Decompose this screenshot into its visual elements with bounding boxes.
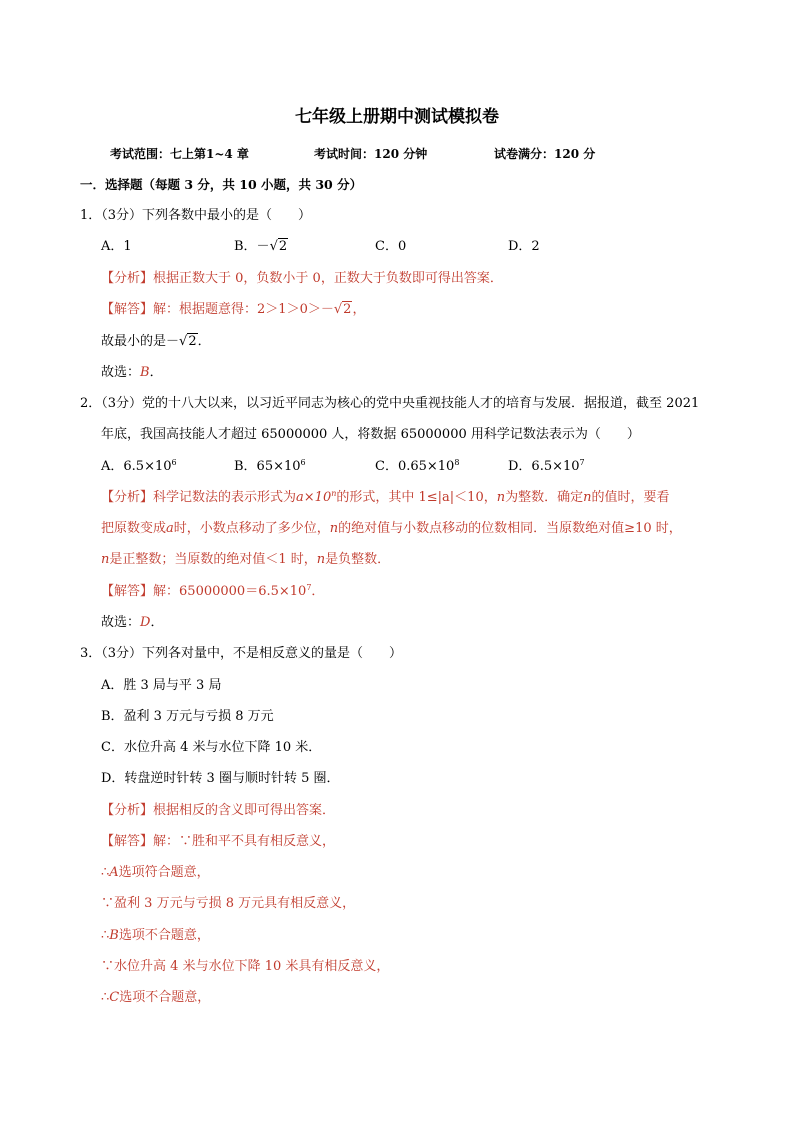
q3-analysis — [101, 802, 335, 820]
q3-option-b: B．盈利 3 万元与亏损 8 万元 — [101, 709, 274, 724]
therefore-symbol: ∴ — [101, 928, 110, 943]
q2-analysis-var: n — [101, 552, 110, 567]
q2-analysis-text: 是负整数． — [325, 552, 391, 567]
q2-option-a — [101, 458, 177, 476]
therefore-symbol: ∴ — [101, 865, 110, 880]
choose-label: 故选： — [101, 615, 141, 630]
q3-stem: 3．（3分）下列各对量中，不是相反意义的量是（ ） — [80, 646, 403, 661]
q3-line-text: 4 米与水位下降 10 米具有相反意义， — [166, 959, 390, 974]
q1-choice-letter: B — [140, 365, 150, 380]
option-letter: B — [109, 928, 119, 943]
q2-option-d — [508, 458, 585, 476]
q2-answer-value: 65000000＝6.5×10 — [179, 584, 307, 599]
q2-analysis-var: a — [166, 521, 174, 536]
q1-conclusion-end: ． — [197, 334, 211, 349]
choose-end: ． — [150, 615, 164, 630]
sqrt-symbol: √2 — [333, 302, 352, 317]
q2-answer-end: ． — [311, 584, 325, 599]
q2-answer-exp: 7 — [306, 583, 312, 592]
q3-line-c-reason — [101, 958, 389, 976]
analysis-tag: 【分析】 — [101, 271, 154, 286]
q2-option-c-base: C．0.65×10 — [375, 459, 455, 474]
q2-analysis-line2 — [101, 520, 682, 538]
therefore-symbol: ∴ — [101, 990, 110, 1005]
q3-option-c: C．水位升高 4 米与水位下降 10 米． — [101, 740, 322, 755]
q3-keyword: 亏损 — [195, 896, 222, 911]
q2-analysis-var: n — [583, 490, 592, 505]
q1-option-c: C．0 — [375, 239, 407, 254]
q2-choice-letter: D — [140, 615, 151, 630]
answer-tag: 【解答】 — [101, 834, 154, 849]
choose-label: 故选： — [101, 365, 141, 380]
choose-end: ． — [149, 365, 163, 380]
q3-analysis-text: 根据相反的含义即可得出答案． — [153, 803, 336, 818]
section-heading: 一．选择题（每题 3 分，共 10 小题，共 30 分） — [80, 177, 363, 192]
option-letter: A — [109, 865, 119, 880]
q2-answer — [101, 583, 324, 601]
q2-analysis-text: 的形式，其中 1≤|a|＜10， — [336, 490, 497, 505]
q1-conclusion — [101, 333, 211, 351]
q2-option-a-base: A．6.5×10 — [101, 459, 172, 474]
q2-option-c-exp: 8 — [454, 458, 460, 467]
q2-option-d-exp: 7 — [579, 458, 585, 467]
page-title: 七年级上册期中测试模拟卷 — [295, 107, 499, 127]
q2-analysis-exp: n — [331, 489, 337, 498]
q1-analysis-text: 根据正数大于 0，负数小于 0，正数大于负数即可得出答案． — [153, 271, 503, 286]
q3-line-c — [101, 989, 210, 1007]
q1-conclusion-pre: 故最小的是－ — [101, 334, 180, 349]
q2-analysis-text: 的值时，要看 — [591, 490, 670, 505]
q2-option-b — [234, 458, 306, 476]
answer-tag: 【解答】 — [101, 584, 154, 599]
q3-line-text: 选项不合题意， — [119, 990, 211, 1005]
exam-scope: 考试范围：七上第1~4 章 — [110, 147, 249, 161]
sqrt-symbol: √2 — [269, 239, 288, 254]
q1-choice — [101, 364, 163, 382]
q2-analysis-var: n — [496, 490, 506, 505]
q2-analysis-text: 的绝对值与小数点移动的位数相同．当原数绝对值≥10 时， — [338, 521, 682, 536]
q3-line-text: 3 万元与 — [140, 896, 196, 911]
q3-line-text: 8 万元具有相反意义， — [221, 896, 356, 911]
q1-answer-pre: 解：根据题意得： — [153, 302, 258, 317]
q2-analysis-formula: a×10 — [296, 490, 332, 505]
sqrt-radicand: 2 — [278, 239, 288, 254]
answer-tag: 【解答】 — [101, 302, 154, 317]
q2-analysis-var: n — [316, 552, 326, 567]
q3-option-a: A．胜 3 局与平 3 局 — [101, 678, 222, 693]
q1-answer — [101, 301, 365, 319]
analysis-tag: 【分析】 — [101, 803, 154, 818]
because-symbol: ∵ — [101, 896, 115, 911]
q2-analysis-line3 — [101, 551, 390, 569]
q1-option-a: A．1 — [101, 239, 132, 254]
q2-analysis-text: 时，小数点移动了多少位， — [173, 521, 330, 536]
q2-choice — [101, 614, 163, 632]
q3-line-text: 选项符合题意， — [118, 865, 210, 880]
q2-analysis-line1 — [101, 489, 670, 507]
q1-option-b — [234, 238, 288, 256]
because-symbol: ∵ — [101, 959, 115, 974]
q1-option-b-prefix: B．－ — [234, 239, 270, 254]
q1-option-d: D．2 — [508, 239, 540, 254]
q2-option-d-base: D．6.5×10 — [508, 459, 580, 474]
q2-option-b-exp: 6 — [300, 458, 306, 467]
exam-full-score: 试卷满分：120 分 — [494, 147, 596, 161]
exam-time: 考试时间：120 分钟 — [314, 147, 428, 161]
option-letter: C — [109, 990, 120, 1005]
q2-analysis-text: 为整数．确定 — [505, 490, 584, 505]
q2-analysis-var: n — [329, 521, 339, 536]
q2-stem-line1: 2．（3分）党的十八大以来，以习近平同志为核心的党中央重视技能人才的培育与发展．据报道，截至 2021 — [80, 396, 700, 411]
sqrt-radicand: 2 — [188, 334, 197, 349]
q2-answer-pre: 解： — [153, 584, 180, 599]
sqrt-radicand: 2 — [343, 302, 352, 317]
q3-option-d: D．转盘逆时针转 3 圈与顺时针转 5 圈． — [101, 771, 340, 786]
q3-line-b — [101, 927, 210, 945]
q1-answer-ineq: 2＞1＞0＞－ — [257, 302, 334, 317]
q2-option-c — [375, 458, 459, 476]
q3-line-text: 选项不合题意， — [118, 928, 210, 943]
q2-analysis-text: 科学记数法的表示形式为 — [153, 490, 297, 505]
q2-option-b-base: B．65×10 — [234, 459, 301, 474]
q3-answer — [101, 833, 335, 851]
q1-answer-end: ， — [352, 302, 366, 317]
q1-analysis — [101, 270, 503, 288]
sqrt-symbol: √2 — [179, 334, 197, 349]
q3-line-a — [101, 864, 210, 882]
q2-stem-line2: 年底，我国高技能人才超过 65000000 人，将数据 65000000 用科学记数法表示为（ ） — [101, 427, 640, 442]
q1-stem: 1．（3分）下列各数中最小的是（ ） — [80, 208, 312, 223]
q2-analysis-text: 把原数变成 — [101, 521, 167, 536]
q3-keyword: 水位升高 — [114, 959, 167, 974]
analysis-tag: 【分析】 — [101, 490, 154, 505]
q3-keyword: 盈利 — [114, 896, 141, 911]
q2-analysis-text: 是正整数；当原数的绝对值＜1 时， — [109, 552, 317, 567]
q3-answer-text: 解：∵胜和平不具有相反意义， — [153, 834, 336, 849]
q3-line-b-reason — [101, 895, 355, 913]
q2-option-a-exp: 6 — [171, 458, 177, 467]
